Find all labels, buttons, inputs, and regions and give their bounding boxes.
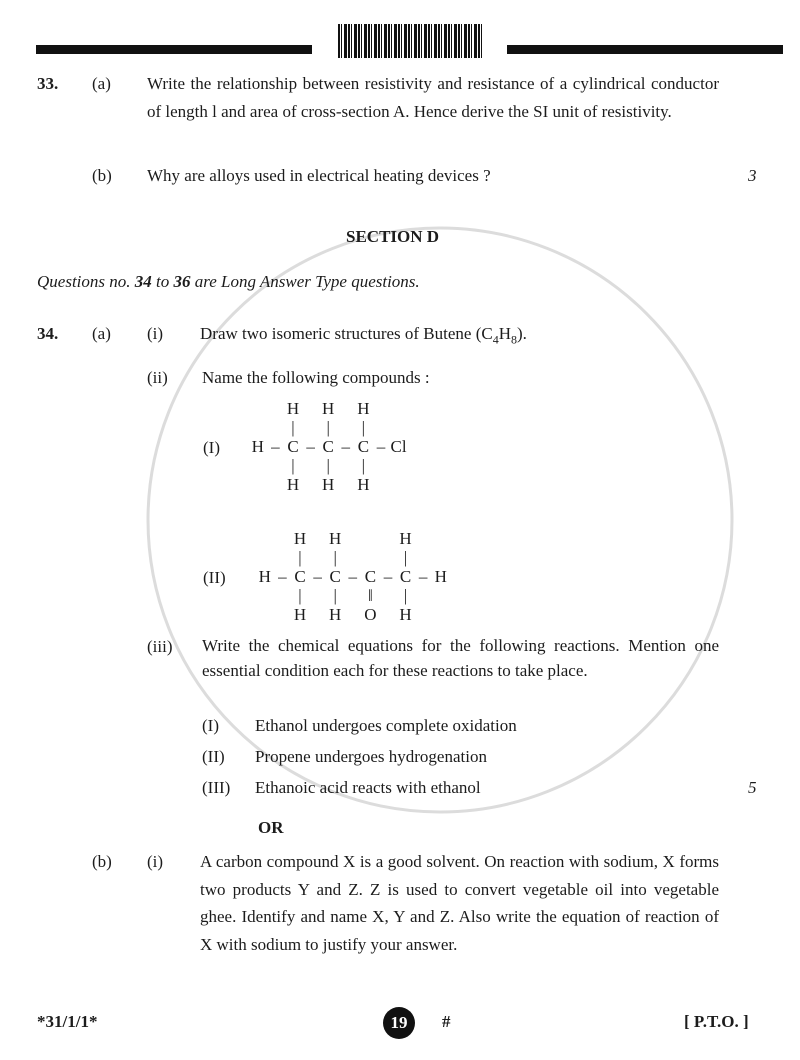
bond-mark: | (326, 418, 330, 437)
note-text: Questions no. (37, 272, 135, 291)
atom: Cl (390, 437, 407, 456)
atom: H (329, 605, 342, 624)
subscript: 4 (492, 332, 499, 347)
atom (309, 529, 327, 549)
part-label: (b) (92, 852, 112, 871)
atom (407, 475, 425, 495)
atom (267, 475, 285, 495)
note-text: to (151, 272, 174, 291)
atom (425, 475, 443, 495)
bond-mark: | (403, 586, 408, 605)
subscript: 8 (510, 332, 517, 347)
atom: H (357, 475, 370, 494)
atom (425, 399, 443, 419)
atom: H (434, 567, 447, 586)
bond-mark (337, 419, 355, 437)
atom (432, 605, 450, 625)
bond-mark (390, 419, 408, 437)
atom (344, 529, 362, 549)
atom: C (399, 567, 412, 586)
bond-mark: | (298, 548, 302, 567)
reaction-label: (II) (202, 747, 225, 766)
bond-mark (362, 549, 380, 567)
reaction-text: Ethanol undergoes complete oxidation (255, 716, 517, 735)
section-title: SECTION D (346, 227, 440, 246)
atom: C (357, 437, 370, 456)
atom: C (329, 567, 341, 586)
atom: H (399, 529, 412, 548)
note-from: 34 (134, 272, 152, 291)
compound-label: (I) (203, 438, 220, 457)
bond-mark (249, 419, 267, 437)
note-text: are Long Answer Type questions. (190, 272, 420, 291)
bond-mark: | (333, 548, 337, 567)
reaction-label: (III) (202, 778, 231, 797)
subpart-label: (ii) (147, 368, 168, 387)
atom (344, 605, 362, 625)
bond-mark (274, 549, 292, 567)
bond-mark (309, 587, 327, 605)
bond-mark (414, 549, 432, 567)
atom: – (418, 567, 428, 586)
bond-mark (267, 419, 285, 437)
subpart-label: (iii) (147, 637, 173, 656)
atom: H (293, 605, 307, 624)
bond-mark (379, 587, 397, 605)
atom (337, 475, 355, 495)
bond-mark (274, 587, 292, 605)
bond-mark (407, 457, 425, 475)
atom: H (286, 399, 300, 418)
atom (372, 399, 390, 419)
atom: C (294, 567, 306, 586)
bond-mark (379, 549, 397, 567)
atom (309, 605, 327, 625)
atom (274, 605, 292, 625)
part-label: (b) (92, 166, 112, 185)
atom: O (364, 605, 377, 624)
note-to: 36 (173, 272, 191, 291)
subpart-label: (i) (147, 852, 164, 871)
bond-mark: | (326, 456, 330, 475)
question-number: 33. (37, 74, 59, 93)
atom: H (322, 475, 335, 494)
page-number: 19 (383, 1007, 415, 1039)
or-separator: OR (258, 818, 284, 837)
text: Draw two isomeric structures of Butene (C (200, 324, 493, 343)
atom (274, 529, 292, 549)
bond-mark (432, 549, 450, 567)
atom: – (383, 567, 393, 586)
atom (379, 605, 397, 625)
atom: – (348, 567, 358, 586)
atom (372, 475, 390, 495)
structure-compound-i (249, 399, 443, 495)
atom (302, 399, 320, 419)
text: H (498, 324, 511, 343)
atom: C (287, 437, 299, 456)
subpart-label: (i) (147, 324, 164, 343)
atom: – (341, 437, 351, 456)
question-text (200, 324, 527, 347)
bond-mark (407, 419, 425, 437)
part-label: (a) (92, 324, 111, 343)
header-rule-left (36, 45, 312, 54)
bond-mark: | (403, 548, 408, 567)
atom (267, 399, 285, 419)
barcode (338, 24, 484, 58)
pto-label: [ P.T.O. ] (684, 1012, 749, 1031)
atom: H (293, 529, 307, 548)
question-text: Write the relationship between resistivity and resistance of a cylindrical conductor of length l and area of cross-section A. Hence derive the SI unit of resistivity. (147, 74, 719, 121)
bond-mark: | (291, 456, 295, 475)
atom: H (322, 399, 335, 418)
bond-mark (337, 457, 355, 475)
atom (249, 399, 267, 419)
atom (256, 529, 274, 549)
bond-mark: | (361, 418, 366, 437)
atom: – (278, 567, 287, 586)
bond-mark (249, 457, 267, 475)
bond-mark (414, 587, 432, 605)
atom (256, 605, 274, 625)
question-number: 34. (37, 324, 59, 343)
atom (390, 475, 408, 495)
atom (362, 529, 380, 549)
atom: H (251, 437, 264, 456)
section-note (37, 272, 420, 292)
atom (379, 529, 397, 549)
atom: H (258, 567, 271, 586)
bond-mark (344, 549, 362, 567)
question-text: A carbon compound X is a good solvent. On reaction with sodium, X forms two products Y and Z. Z is used to convert vegetable oil into vegetable ghee. Identify and name X, Y and Z. Also write the equation of reaction of X with sodium to justify your answer. (200, 852, 719, 954)
bond-mark (267, 457, 285, 475)
paper-code: *31/1/1* (37, 1012, 98, 1031)
atom (425, 437, 443, 457)
bond-mark (425, 419, 443, 437)
bond-mark: | (361, 456, 366, 475)
bond-mark (256, 549, 274, 567)
hash-mark: # (442, 1012, 451, 1031)
reaction-text: Propene undergoes hydrogenation (255, 747, 487, 766)
reaction-label: (I) (202, 716, 219, 735)
atom: H (399, 605, 412, 624)
atom (337, 399, 355, 419)
atom: H (329, 529, 342, 548)
atom: C (322, 437, 334, 456)
atom: C (364, 567, 377, 586)
question-text: Write the chemical equations for the following reactions. Mention one essential condition each for these reactions to take place. (202, 636, 719, 680)
atom (390, 399, 408, 419)
bond-mark (425, 457, 443, 475)
atom (407, 399, 425, 419)
header-rule-right (507, 45, 783, 54)
marks: 5 (748, 778, 757, 797)
marks: 3 (748, 166, 757, 185)
compound-label: (II) (203, 568, 226, 587)
atom: – (376, 437, 386, 456)
atom: – (271, 437, 280, 456)
reaction-text: Ethanoic acid reacts with ethanol (255, 778, 481, 797)
bond-mark (256, 587, 274, 605)
bond-mark (344, 587, 362, 605)
question-text: Why are alloys used in electrical heating devices ? (147, 166, 491, 185)
structure-compound-ii (256, 529, 450, 625)
atom (414, 605, 432, 625)
bond-mark (372, 457, 390, 475)
atom (302, 475, 320, 495)
bond-mark: | (291, 418, 295, 437)
bond-mark (390, 457, 408, 475)
bond-mark (302, 419, 320, 437)
atom (407, 437, 425, 457)
atom: H (357, 399, 370, 418)
atom (432, 529, 450, 549)
atom (414, 529, 432, 549)
text: ). (516, 324, 527, 343)
bond-mark (309, 549, 327, 567)
part-label: (a) (92, 74, 111, 93)
atom: – (313, 567, 322, 586)
bond-mark: | (298, 586, 302, 605)
bond-mark (302, 457, 320, 475)
bond-mark: ‖ (367, 586, 373, 605)
bond-mark (432, 587, 450, 605)
atom: – (306, 437, 315, 456)
question-text: Name the following compounds : (202, 368, 430, 387)
atom: H (286, 475, 300, 494)
bond-mark: | (333, 586, 337, 605)
atom (249, 475, 267, 495)
bond-mark (372, 419, 390, 437)
